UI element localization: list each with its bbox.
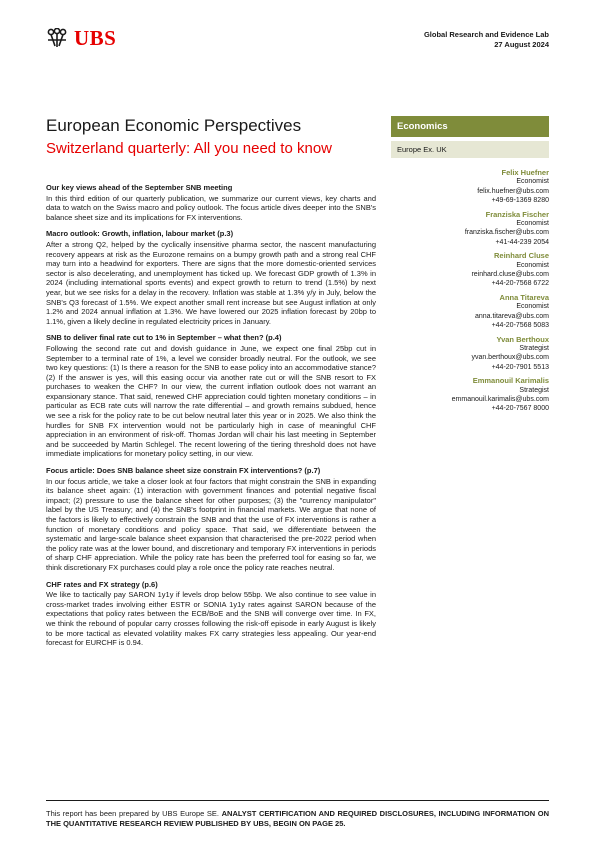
- section-focus-article: [46, 466, 376, 573]
- sidebar: [391, 116, 549, 418]
- section-body: In our focus article, we take a closer look at four factors that might constrain the SNB in expanding its balance sheet again: (1) interaction with government finances and potential negative fiscal impact; (2) pressure to use the balance sheet for other purposes; (3) the "currency manipulator" label by the US Treasury; and (4) the SNB's footprint in financial markets. We argue that none of the factors is likely to effectively constrain the SNB and that the use of FX interventions is rather a function of monetary conditions and policy space. That said, we differentiate between the systematic and large-scale balance sheet expansion that characterised the pre-2022 period when the policy rate was at the lower bound, and discretionary and temporary FX interventions in periods of sharp CHF appreciation. While the policy rate has been the preferred tool for easing so far, we think discretionary FX purchases could play a role once the policy rate reaches neutral.: [46, 476, 376, 572]
- section-chf-strategy: [46, 580, 376, 648]
- analyst-email[interactable]: reinhard.cluse@ubs.com: [471, 271, 549, 279]
- topic-badge: Economics: [391, 116, 549, 137]
- analyst-name: Reinhard Cluse: [493, 251, 549, 261]
- analyst-name: Anna Titareva: [499, 292, 549, 302]
- department: Global Research and Evidence Lab: [423, 30, 549, 39]
- analyst-email[interactable]: yvan.berthoux@ubs.com: [471, 354, 549, 362]
- analyst-name: Felix Huefner: [501, 168, 549, 177]
- series-title: European Economic Perspectives: [46, 116, 302, 135]
- section-heading: Macro outlook: Growth, inflation, labour market (p.3): [46, 229, 234, 239]
- analyst-role: Economist: [516, 303, 549, 311]
- analyst-email[interactable]: felix.huefner@ubs.com: [477, 187, 549, 195]
- analyst-card: [391, 335, 549, 373]
- analyst-email[interactable]: franziska.fischer@ubs.com: [464, 229, 549, 237]
- section-macro-outlook: [46, 229, 376, 326]
- keys-icon: [46, 28, 68, 48]
- section-body: Following the second rate cut and dovish guidance in June, we expect one final 25bp cut in September to a terminal rate of 1%, a level we consider broadly neutral. For the outlook, we see two key questions: (1) Is there a reason for the SNB to ease policy into an accommodative stance? (2) If the answer is yes, will this easing occur via another rate cut or will the SNB resort to FX purchases to weaken the CHF? In our view, the current inflation outlook does not warrant an expansionary stance. That said, renewed CHF appreciation could tighten monetary conditions – in particular as ECB rate cuts will narrow the rate differential – and growth remains subdued, hence we see a risk for the policy rate to be cut below neutral later this year or in 2025. We also think the hurdles for SNB FX intervention would not be particularly high in case of meaningful CHF appreciation in an environment of risk-off. Thomas Jordan will chair his last meeting in September and be succeeded by Martin Schlegel. The recent lowering of the tiering threshold does not have immediate implications for monetary policy setting, in our view.: [46, 343, 376, 459]
- analyst-phone: +41-44-239 2054: [495, 238, 549, 246]
- section-heading: SNB to deliver final rate cut to 1% in September – what then? (p.4): [46, 333, 282, 343]
- analyst-card: [391, 251, 549, 289]
- analyst-phone: +44-20-7567 8000: [491, 405, 549, 413]
- analyst-name: Emmanouil Karimalis: [472, 376, 549, 386]
- section-body: We like to tactically pay SARON 1y1y if levels drop below 55bp. We also continue to see value in cross-market trades involving either ESTR or SONIA 1y1y rates against SARON because of the expectations that policy rates between the ECB/BoE and the SNB will converge over time. In FX, we think the rebound of popular carry crosses following the risk-off episode in early August is likely to be more tactical as elevated volatility makes FX carry strategies less appealing. Our year-end forecast for EURCHF is 0.94.: [46, 590, 376, 648]
- section-heading: Focus article: Does SNB balance sheet size constrain FX interventions? (p.7): [46, 466, 321, 476]
- ubs-logo: [46, 28, 116, 48]
- region-badge: Europe Ex. UK: [391, 141, 549, 158]
- analyst-phone: +44-20-7568 5083: [491, 322, 549, 330]
- analyst-role: Economist: [516, 261, 549, 269]
- analyst-role: Economist: [516, 220, 549, 228]
- analyst-list: [391, 168, 549, 414]
- section-body: In this third edition of our quarterly publication, we summarize our current views, key charts and data to watch on the Swiss macro and policy outlook. The focus article dives deeper into the SNB's balance sheet size and its implications for FX interventions.: [46, 193, 376, 222]
- analyst-role: Strategist: [519, 344, 549, 352]
- report-date: 27 August 2024: [494, 40, 549, 49]
- analyst-role: Strategist: [519, 386, 549, 394]
- analyst-phone: +49-69-1369 8280: [491, 197, 549, 205]
- section-body: After a strong Q2, helped by the cyclically insensitive pharma sector, the nascent manufacturing recovery appears at risk as the Eurozone remains on a bumpy growth path and a strong real CHF may turn into a headwind for exporters. There are signs that the more domestic-oriented services sector is also decelerating, and unemployment has ticked up. We forecast GDP growth of 1.3% in 2024 (including international sports events) and expect growth to return to trend (1.5%) by next year, but we see risks for a delay in the recovery. Inflation was stable at 1.3% y/y in July, below the SNB's Q3 forecast of 1.5%. We expect another small rent increase but see August inflation at only 1.2% and 2024 annual inflation at 1.3%. We have lowered our 2025 inflation forecast by 20bp to 1.1%, given a likely decline in regulated electricity prices in January.: [46, 239, 376, 326]
- analyst-role: Economist: [516, 178, 549, 186]
- report-title: Switzerland quarterly: All you need to know: [46, 140, 332, 157]
- analyst-name: Franziska Fischer: [485, 209, 549, 219]
- analyst-card: [391, 293, 549, 331]
- analyst-phone: +44-20-7568 6722: [491, 280, 549, 288]
- section-heading: CHF rates and FX strategy (p.6): [46, 579, 158, 589]
- report-header: [424, 30, 549, 50]
- analyst-email[interactable]: emmanouil.karimalis@ubs.com: [451, 395, 549, 403]
- brand-name: UBS: [74, 26, 117, 50]
- analyst-card: [391, 376, 549, 414]
- analyst-phone: +44-20-7901 5513: [491, 363, 549, 371]
- analyst-email[interactable]: anna.titareva@ubs.com: [474, 312, 549, 320]
- analyst-card: [391, 210, 549, 248]
- section-key-views: [46, 183, 376, 222]
- section-heading: Our key views ahead of the September SNB meeting: [46, 183, 233, 192]
- footer-text: This report has been prepared by UBS Europe SE.: [46, 809, 219, 818]
- footer-disclosure: ANALYST CERTIFICATION AND REQUIRED DISCLOSURES, INCLUDING INFORMATION ON THE QUANTITATIVE RESEARCH REVIEW PUBLISHED BY UBS, BEGIN ON PAGE 25.: [46, 809, 549, 828]
- analyst-name: Yvan Berthoux: [496, 334, 549, 344]
- disclosure-footer: [46, 800, 549, 828]
- main-content: [46, 183, 376, 655]
- analyst-card: [391, 168, 549, 206]
- section-snb-rate-cut: [46, 333, 376, 459]
- title-block: [46, 116, 376, 160]
